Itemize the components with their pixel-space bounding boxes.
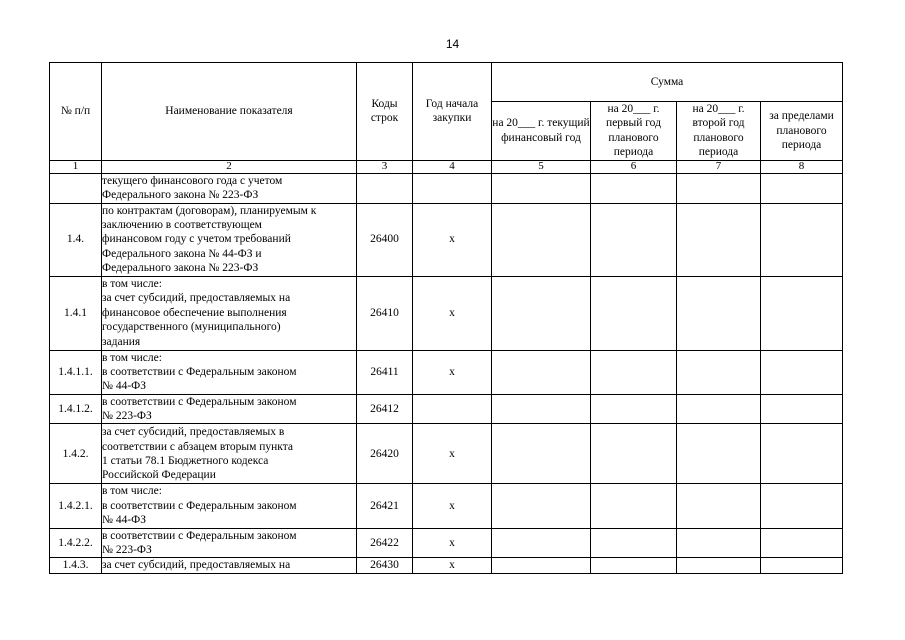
table-row	[50, 394, 843, 424]
indicator-name	[102, 203, 357, 276]
row-code: 26412	[357, 394, 413, 424]
indicator-name-line: в соответствии с Федеральным законом	[102, 365, 297, 378]
indicator-name-line: в том числе:	[102, 485, 162, 498]
row-number: 1.4.1.2.	[50, 394, 102, 424]
table-row	[50, 276, 843, 350]
amount-cell	[591, 528, 677, 558]
column-number: 7	[677, 160, 761, 173]
indicator-name-line: заключению в соответствующем	[102, 218, 262, 231]
amount-cell	[761, 558, 843, 573]
purchase-start-year: x	[413, 558, 492, 573]
indicator-name-line: 1 статьи 78.1 Бюджетного кодекса	[102, 454, 269, 467]
amount-cell	[492, 558, 591, 573]
indicator-name-line: Федерального закона № 223-ФЗ	[102, 262, 259, 275]
amount-cell	[677, 276, 761, 350]
indicator-name	[102, 276, 357, 350]
amount-cell	[591, 203, 677, 276]
amount-cell	[591, 424, 677, 484]
column-number: 1	[50, 160, 102, 173]
header-col-name: Наименование показателя	[102, 63, 357, 161]
indicator-name	[102, 558, 357, 573]
row-code: 26421	[357, 484, 413, 528]
indicator-name-line: в соответствии с Федеральным законом	[102, 529, 297, 542]
amount-cell	[492, 173, 591, 203]
header-row	[50, 63, 843, 102]
row-number	[50, 173, 102, 203]
indicator-name-line: финансовое обеспечение выполнения	[102, 306, 287, 319]
row-number: 1.4.2.	[50, 424, 102, 484]
amount-cell	[761, 394, 843, 424]
indicator-name-line: в том числе:	[102, 278, 162, 291]
header-col-code: Коды строк	[357, 63, 413, 161]
indicator-name	[102, 484, 357, 528]
amount-cell	[492, 424, 591, 484]
amount-cell	[492, 394, 591, 424]
header-beyond-plan: за пределами планового периода	[761, 102, 843, 161]
indicator-name-line: государственного (муниципального)	[102, 321, 281, 334]
purchase-start-year	[413, 173, 492, 203]
header-col-num: № п/п	[50, 63, 102, 161]
amount-cell	[761, 203, 843, 276]
purchase-start-year: x	[413, 276, 492, 350]
table-body	[50, 173, 843, 573]
row-code: 26411	[357, 350, 413, 394]
row-number: 1.4.	[50, 203, 102, 276]
amount-cell	[677, 558, 761, 573]
header-second-plan-year: на 20___ г. второй год планового периода	[677, 102, 761, 161]
amount-cell	[761, 350, 843, 394]
indicator-name-line: за счет субсидий, предоставляемых на	[102, 292, 291, 305]
table-row	[50, 558, 843, 573]
indicator-name-line: № 223-ФЗ	[102, 543, 152, 556]
amount-cell	[761, 424, 843, 484]
purchase-start-year: x	[413, 484, 492, 528]
report-table	[49, 62, 843, 574]
row-code: 26400	[357, 203, 413, 276]
header-col-sum: Сумма	[492, 63, 843, 102]
row-number: 1.4.2.2.	[50, 528, 102, 558]
row-number: 1.4.1	[50, 276, 102, 350]
amount-cell	[677, 350, 761, 394]
indicator-name-line: Российской Федерации	[102, 469, 216, 482]
indicator-name-line: № 44-ФЗ	[102, 380, 147, 393]
amount-cell	[677, 484, 761, 528]
row-number: 1.4.3.	[50, 558, 102, 573]
amount-cell	[677, 528, 761, 558]
indicator-name	[102, 394, 357, 424]
amount-cell	[761, 276, 843, 350]
amount-cell	[492, 276, 591, 350]
column-number-row	[50, 160, 843, 173]
indicator-name-line: соответствии с абзацем вторым пункта	[102, 440, 294, 453]
amount-cell	[591, 394, 677, 424]
amount-cell	[761, 173, 843, 203]
purchase-start-year: x	[413, 528, 492, 558]
indicator-name-line: Федерального закона № 44-ФЗ и	[102, 247, 262, 260]
table-row	[50, 203, 843, 276]
column-number: 4	[413, 160, 492, 173]
purchase-start-year: x	[413, 424, 492, 484]
row-number: 1.4.2.1.	[50, 484, 102, 528]
indicator-name	[102, 350, 357, 394]
row-code: 26430	[357, 558, 413, 573]
row-code: 26410	[357, 276, 413, 350]
amount-cell	[761, 528, 843, 558]
indicator-name-line: № 223-ФЗ	[102, 410, 152, 422]
header-current-year: на 20___ г. текущий финансовый год	[492, 102, 591, 161]
amount-cell	[492, 350, 591, 394]
indicator-name	[102, 173, 357, 203]
row-code	[357, 173, 413, 203]
indicator-name-line: за счет субсидий, предоставляемых на	[102, 559, 291, 572]
page-number: 14	[445, 37, 460, 51]
amount-cell	[492, 484, 591, 528]
amount-cell	[591, 276, 677, 350]
amount-cell	[761, 484, 843, 528]
indicator-name-line: в соответствии с Федеральным законом	[102, 499, 297, 512]
purchase-start-year	[413, 394, 492, 424]
column-number: 8	[761, 160, 843, 173]
amount-cell	[591, 350, 677, 394]
column-number: 2	[102, 160, 357, 173]
amount-cell	[677, 173, 761, 203]
indicator-name	[102, 528, 357, 558]
indicator-name	[102, 424, 357, 484]
table-row	[50, 350, 843, 394]
amount-cell	[677, 424, 761, 484]
indicator-name-line: текущего финансового года с учетом	[102, 174, 283, 187]
indicator-name-line: по контрактам (договорам), планируемым к	[102, 204, 317, 217]
amount-cell	[591, 173, 677, 203]
amount-cell	[677, 394, 761, 424]
indicator-name-line: задания	[102, 335, 141, 348]
row-code: 26420	[357, 424, 413, 484]
indicator-name-line: в соответствии с Федеральным законом	[102, 395, 297, 408]
header-first-plan-year: на 20___ г. первый год планового периода	[591, 102, 677, 161]
purchase-start-year: x	[413, 350, 492, 394]
amount-cell	[492, 528, 591, 558]
indicator-name-line: Федерального закона № 223-ФЗ	[102, 189, 259, 201]
table-row	[50, 528, 843, 558]
column-number: 6	[591, 160, 677, 173]
column-number: 5	[492, 160, 591, 173]
amount-cell	[492, 203, 591, 276]
indicator-name-line: в том числе:	[102, 351, 162, 364]
amount-cell	[591, 558, 677, 573]
header-col-year: Год начала закупки	[413, 63, 492, 161]
table-row	[50, 484, 843, 528]
column-number: 3	[357, 160, 413, 173]
indicator-name-line: за счет субсидий, предоставляемых в	[102, 426, 285, 439]
indicator-name-line: финансовом году с учетом требований	[102, 233, 291, 246]
purchase-start-year: x	[413, 203, 492, 276]
indicator-name-line: № 44-ФЗ	[102, 514, 147, 527]
row-code: 26422	[357, 528, 413, 558]
amount-cell	[677, 203, 761, 276]
amount-cell	[591, 484, 677, 528]
table-row	[50, 173, 843, 203]
table-row	[50, 424, 843, 484]
row-number: 1.4.1.1.	[50, 350, 102, 394]
